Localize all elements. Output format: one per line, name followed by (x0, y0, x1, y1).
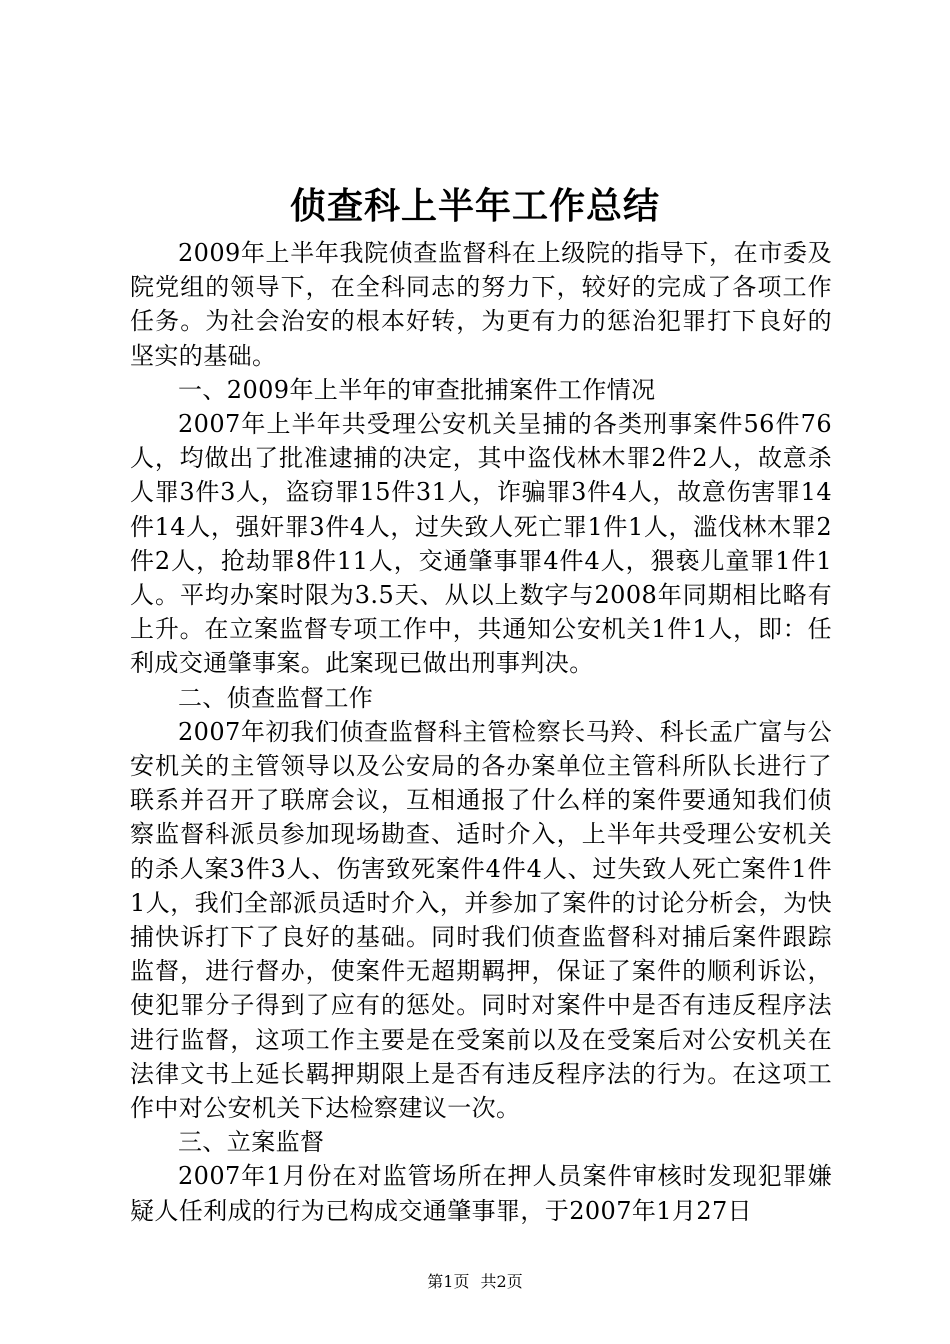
page-total: 共2页 (480, 1272, 523, 1291)
section-1-paragraph: 2007年上半年共受理公安机关呈捕的各类刑事案件56件76人，均做出了批准逮捕的决定，其中盗伐林木罪2件2人，故意杀人罪3件3人，盗窃罪15件31人，诈骗罪3件4人，故意伤害罪14件14人，强奸罪3件4人，过失致人死亡罪1件1人，滥伐林木罪2件2人，抢劫罪8件11人，交通肇事罪4件4人，猥亵儿童罪1件1人。平均办案时限为3.5天、从以上数字与2008年同期相比略有上升。在立案监督专项工作中，共通知公安机关1件1人，即：任利成交通肇事案。此案现已做出刑事判决。 (130, 410, 832, 678)
intro-paragraph: 2009年上半年我院侦查监督科在上级院的指导下，在市委及院党组的领导下，在全科同志的努力下，较好的完成了各项工作任务。为社会治安的根本好转，为更有力的惩治犯罪打下良好的坚实的基础。 (130, 239, 832, 370)
section-heading-2: 二、侦查监督工作 (178, 683, 374, 712)
section-2-paragraph: 2007年初我们侦查监督科主管检察长马羚、科长孟广富与公安机关的主管领导以及公安局的各办案单位主管科所队长进行了联系并召开了联席会议，互相通报了什么样的案件要通知我们侦察监督科派员参加现场勘查、适时介入，上半年共受理公安机关的杀人案3件3人、伤害致死案件4件4人、过失致人死亡案件1件1人，我们全部派员适时介入，并参加了案件的讨论分析会，为快捕快诉打下了良好的基础。同时我们侦查监督科对捕后案件跟踪监督，进行督办，使案件无超期羁押，保证了案件的顺利诉讼，使犯罪分子得到了应有的惩处。同时对案件中是否有违反程序法进行监督，这项工作主要是在受案前以及在受案后对公安机关在法律文书上延长羁押期限上是否有违反程序法的行为。在这项工作中对公安机关下达检察建议一次。 (130, 717, 832, 1123)
page-footer (0, 1271, 950, 1293)
page-number: 第1页 (427, 1272, 470, 1291)
section-heading-1: 一、2009年上半年的审查批捕案件工作情况 (178, 375, 656, 404)
section-3-paragraph: 2007年1月份在对监管场所在押人员案件审核时发现犯罪嫌疑人任利成的行为已构成交通肇事罪，于2007年1月27日 (130, 1162, 832, 1225)
section-heading-3: 三、立案监督 (178, 1128, 325, 1157)
document-body (130, 236, 832, 1228)
document-title: 侦查科上半年工作总结 (289, 185, 660, 227)
